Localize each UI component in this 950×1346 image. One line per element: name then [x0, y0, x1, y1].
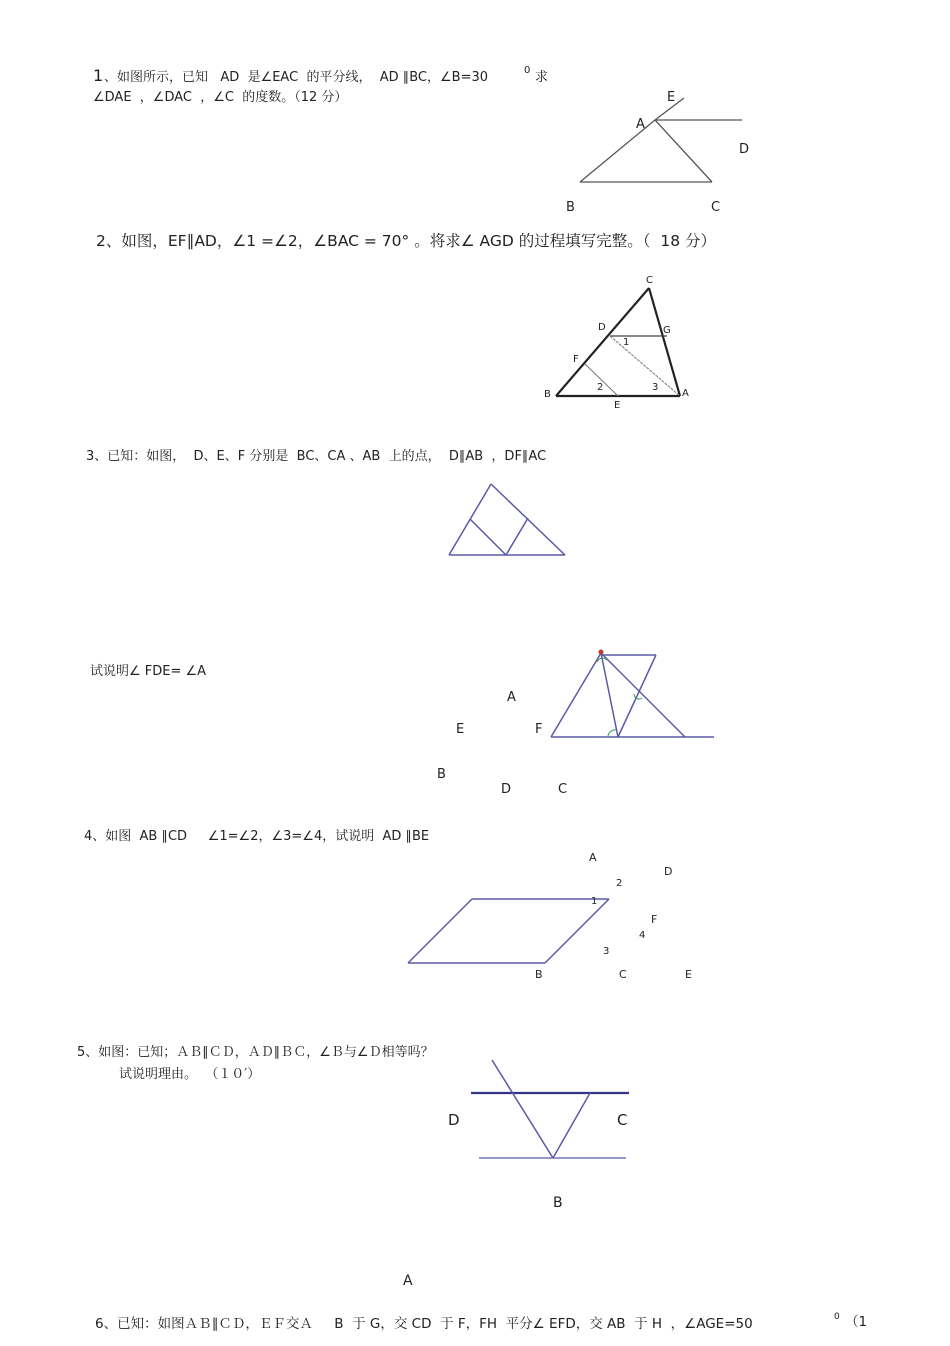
- q2-label-b: B: [544, 389, 551, 400]
- q3-label-f: F: [535, 722, 543, 737]
- q6-superscript: 0: [834, 1312, 840, 1322]
- q3-label-e: E: [456, 722, 465, 737]
- q1-text-line1: 、如图所示，已知 AD 是∠EAC 的平分线， AD ∥BC，∠B=30: [104, 70, 489, 85]
- q3-label-d: D: [501, 782, 512, 797]
- q5-label-b: B: [553, 1195, 563, 1211]
- q1-label-c: C: [711, 200, 721, 215]
- q2-label-d: D: [598, 322, 606, 333]
- q4-label-3: 3: [603, 946, 610, 957]
- q2-label-3: 3: [652, 382, 659, 393]
- q4-label-d: D: [664, 865, 673, 878]
- q4-label-f: F: [651, 913, 658, 926]
- q3-label-b: B: [437, 767, 446, 782]
- q1-label-e: E: [667, 90, 676, 105]
- q5-text-line1: 5、如图：已知；ＡＢ∥ＣＤ，ＡＤ∥ＢＣ，∠Ｂ与∠Ｄ相等吗？: [77, 1045, 434, 1060]
- q2-figure: [556, 288, 680, 396]
- q1-label-b: B: [566, 200, 575, 215]
- q4-label-a: A: [589, 851, 597, 864]
- q2-label-a: A: [682, 388, 689, 399]
- q5-figure: [471, 1060, 629, 1158]
- q3-small-figure: [449, 484, 565, 555]
- q4-label-1: 1: [591, 896, 598, 907]
- q1-label-a: A: [636, 117, 645, 132]
- q4-text: 4、如图 AB ∥CD ∠1=∠2，∠3=∠4，试说明 AD ∥BE: [84, 829, 430, 844]
- q3-main-figure: [551, 653, 714, 737]
- q4-label-b: B: [535, 968, 543, 981]
- q1-number: 1: [93, 66, 104, 85]
- q6-text-tail: （1: [845, 1314, 868, 1330]
- q1-text-line2: ∠DAE ，∠DAC ，∠C 的度数。（12 分）: [93, 90, 348, 105]
- q5-label-d: D: [448, 1111, 460, 1129]
- q1-text-tail: 求: [535, 70, 549, 85]
- q2-label-1: 1: [623, 337, 630, 348]
- q4-label-2: 2: [616, 878, 623, 889]
- q1-figure: [580, 98, 742, 182]
- q4-label-c: C: [619, 968, 627, 981]
- q1-label-d: D: [739, 142, 750, 157]
- q2-text: 2、如图，EF∥AD，∠1 =∠2，∠BAC = 70° 。将求∠ AGD 的过程填写完整。（ 18 分）: [96, 232, 716, 250]
- q2-label-2: 2: [597, 382, 604, 393]
- q3-prove-text: 试说明∠ FDE= ∠A: [90, 664, 207, 679]
- q6-text: 6、已知：如图ＡＢ∥ＣＤ，ＥＦ交Ａ B 于 G，交 CD 于 F，FH 平分∠ EFD，交 AB 于 H ，∠AGE=50: [95, 1316, 753, 1332]
- q3-text: 3、已知：如图， D、E、F 分别是 BC、CA 、AB 上的点， D∥AB ，DF∥AC: [86, 449, 547, 464]
- q3-label-a: A: [507, 690, 516, 705]
- q5-text-line2: 试说明理由。 （１０′）: [119, 1067, 261, 1082]
- q3-label-c: C: [558, 782, 568, 797]
- q2-label-f: F: [573, 354, 579, 365]
- q5-label-c: C: [617, 1111, 628, 1129]
- q2-label-g: G: [663, 325, 671, 336]
- q1-superscript: 0: [524, 65, 531, 76]
- q4-label-e: E: [685, 968, 692, 981]
- q5-label-a: A: [403, 1273, 413, 1289]
- q4-figure: [408, 896, 609, 963]
- q4-label-4: 4: [639, 930, 646, 941]
- q3-vertex-dot: [599, 650, 604, 655]
- q2-label-e: E: [614, 400, 621, 411]
- q2-label-c: C: [646, 275, 653, 286]
